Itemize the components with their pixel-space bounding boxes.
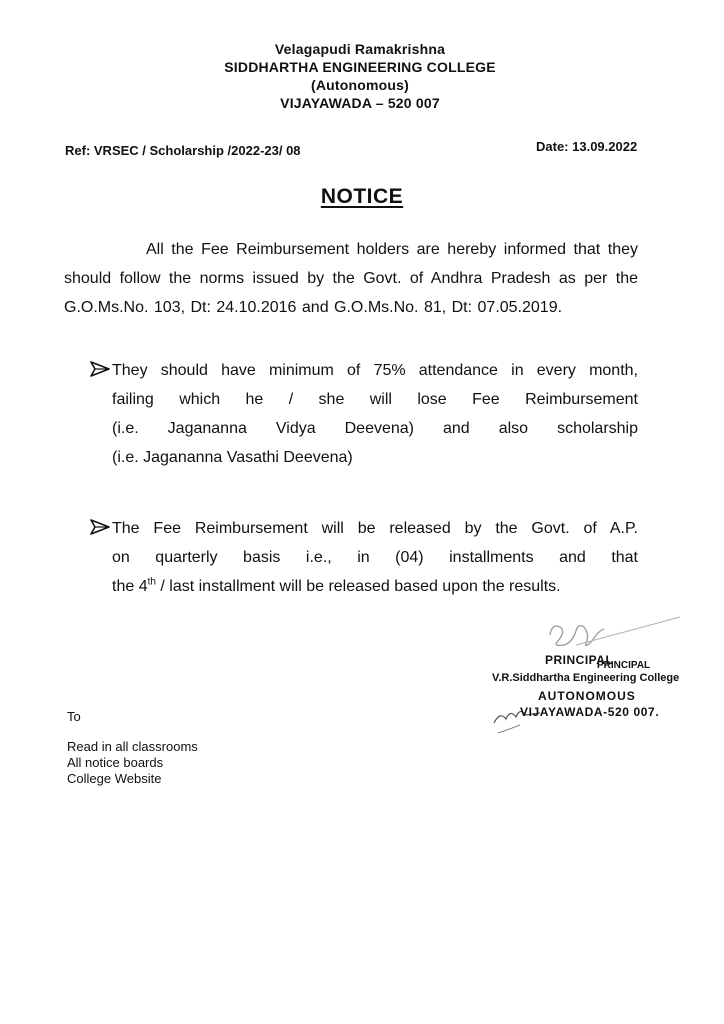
header-line-3: (Autonomous) [310,77,410,93]
ordinal-suffix: th [147,576,156,588]
bullet-attendance [90,356,638,472]
bullet-line [90,514,638,543]
header-line-2: SIDDHARTHA ENGINEERING COLLEGE [224,59,496,75]
stamp-autonomous: AUTONOMOUS [538,689,636,703]
bullet-line [90,356,638,385]
bullet-release [90,514,638,601]
arrow-bullet-icon [90,519,112,535]
notice-date: Date: 13.09.2022 [536,139,638,154]
arrow-bullet-icon [90,361,112,377]
header-line-1: Velagapudi Ramakrishna [274,41,446,57]
bullet-2-line-3 [90,572,638,601]
recipient-list [67,739,198,787]
intro-paragraph: All the Fee Reimbursement holders are hereby informed that they should follow the norms issued by the Govt. of Andhra Pradesh as per the G.O.Ms.No. 103, Dt: 24.10.2016 and G.O.Ms.No. 81, Dt: 07.05.2019. [64,241,638,316]
stamp-college-name: V.R.Siddhartha Engineering College [492,672,680,684]
stamp-city: VIJAYAWADA-520 007. [520,705,660,719]
line-3-suffix: / last installment will be released based upon the results. [155,578,561,595]
header-line-4: VIJAYAWADA – 520 007 [280,95,440,111]
principal-signature-label: PRINCIPAL [545,653,614,667]
college-header [0,40,724,112]
bullet-1-line-2: failing which he / she will lose Fee Reimbursement [112,391,638,408]
recipient-item: Read in all classrooms [67,739,198,754]
bullet-1-line-1: They should have minimum of 75% attendance in every month, [112,362,638,379]
reference-number: Ref: VRSEC / Scholarship /2022-23/ 08 [65,143,301,158]
notice-title: NOTICE [320,185,404,208]
line-3-prefix: the 4 [112,578,148,595]
bullet-2-line-1: The Fee Reimbursement will be released by the Govt. of A.P. [112,520,638,537]
signature-block [480,605,710,745]
bullet-1-line-3: (i.e. Jagananna Vidya Deevena) and also scholarship [112,420,638,437]
bullet-2-line-2: on quarterly basis i.e., in (04) installments and that [112,549,638,566]
recipient-item: College Website [67,771,162,786]
recipient-item: All notice boards [67,755,164,770]
stamp-principal-title: PRINCIPAL [597,660,651,671]
to-label: To [67,709,81,724]
bullet-1-line-4: (i.e. Jagananna Vasathi Deevena) [112,449,353,466]
